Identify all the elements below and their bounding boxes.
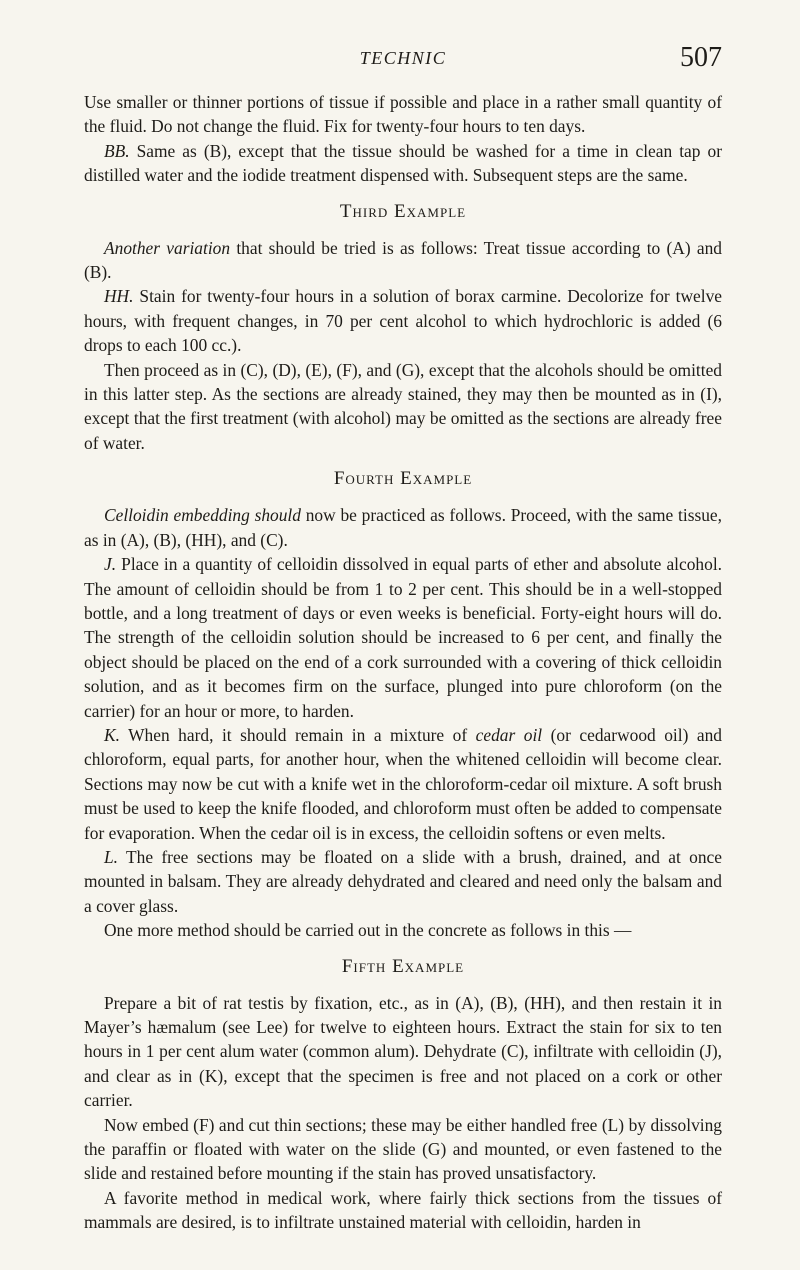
step-label: J. — [104, 554, 117, 575]
lead-phrase: Another variation — [104, 237, 231, 258]
paragraph: BB. Same as (B), except that the tissue should be washed for a time in clean tap or distilled water and the iodide treatment dispensed with. Subsequent steps are the same. — [84, 140, 722, 186]
running-head: TECHNIC — [359, 48, 447, 68]
section-heading: Fifth Example — [341, 955, 465, 977]
step-label: HH. — [104, 286, 134, 307]
paragraph: Now embed (F) and cut thin sections; these may be either handled free (L) by dissolving the paraffin or floated with water on the slide (G) and mounted, or even fastened to the slide and restained before mounting if the stain has proved unsatisfactory. — [84, 1114, 722, 1184]
paragraph: Another variation that should be tried is as follows: Treat tissue according to (A) and (B). — [84, 237, 723, 283]
paragraph: Celloidin embedding should now be practiced as follows. Proceed, with the same tissue, as in (A), (B), (HH), and (C). — [84, 505, 722, 550]
section-heading: Fourth Example — [333, 468, 473, 490]
lead-phrase: Celloidin embedding should — [104, 505, 301, 526]
page-number: 507 — [680, 42, 722, 73]
paragraph: A favorite method in medical work, where fairly thick sections from the tissues of mammals are desired, is to infiltrate unstained material with celloidin, harden in — [84, 1187, 722, 1233]
paragraph: Then proceed as in (C), (D), (E), (F), and (G), except that the alcohols should be omitted in this latter step. As the sections are already stained, they may then be mounted as in (I), except that the first treatment (with alcohol) may be omitted as the sections are already free of water. — [84, 359, 722, 453]
paragraph: One more method should be carried out in the concrete as follows in this — — [104, 920, 632, 941]
paragraph: Prepare a bit of rat testis by fixation, etc., as in (A), (B), (HH), and then restain it in Mayer’s hæmalum (see Lee) for twelve to eighteen hours. Extract the stain for six to ten hours in 1 per cent alum water (common alum). Dehydrate (C), infiltrate with celloidin (J), and clear as in (K), except that the specimen is free and not placed on a cork or other carrier. — [84, 992, 722, 1111]
italic-term: cedar oil — [475, 724, 543, 745]
step-label: L. — [104, 846, 119, 867]
step-label: BB. — [104, 140, 130, 161]
paragraph: K. When hard, it should remain in a mixture of cedar oil (or cedarwood oil) and chloroform, equal parts, for another hour, when the whitened celloidin will become clear. Sections may now be cut with a knife wet in the chloroform-cedar oil mixture. A soft brush must be used to keep the knife flooded, and chloroform must often be added to compensate for evaporation. When the cedar oil is in excess, the celloidin softens or even melts. — [84, 724, 722, 843]
section-heading: Third Example — [339, 200, 467, 222]
body-text — [84, 90, 722, 1235]
step-label: K. — [104, 724, 120, 745]
paragraph: L. The free sections may be floated on a slide with a brush, drained, and at once mounted in balsam. They are already dehydrated and cleared and need only the balsam and a cover glass. — [84, 846, 722, 916]
page-header — [84, 42, 722, 82]
paragraph: Use smaller or thinner portions of tissue if possible and place in a rather small quantity of the fluid. Do not change the fluid. Fix for twenty-four hours to ten days. — [84, 92, 722, 137]
paragraph: HH. Stain for twenty-four hours in a solution of borax carmine. Decolorize for twelve hours, with frequent changes, in 70 per cent alcohol to which hydrochloric is added (6 drops to each 100 cc.). — [84, 286, 722, 356]
paragraph: J. Place in a quantity of celloidin dissolved in equal parts of ether and absolute alcohol. The amount of celloidin should be from 1 to 2 per cent. This should be in a well-stopped bottle, and a long treatment of days or even weeks is beneficial. Forty-eight hours will do. The strength of the celloidin solution should be increased to 6 per cent, and finally the object should be placed on the end of a cork surrounded with a covering of thick celloidin solution, and as it becomes firm on the surface, plunged into pure chloroform (on the carrier) for an hour or more, to harden. — [84, 554, 722, 721]
